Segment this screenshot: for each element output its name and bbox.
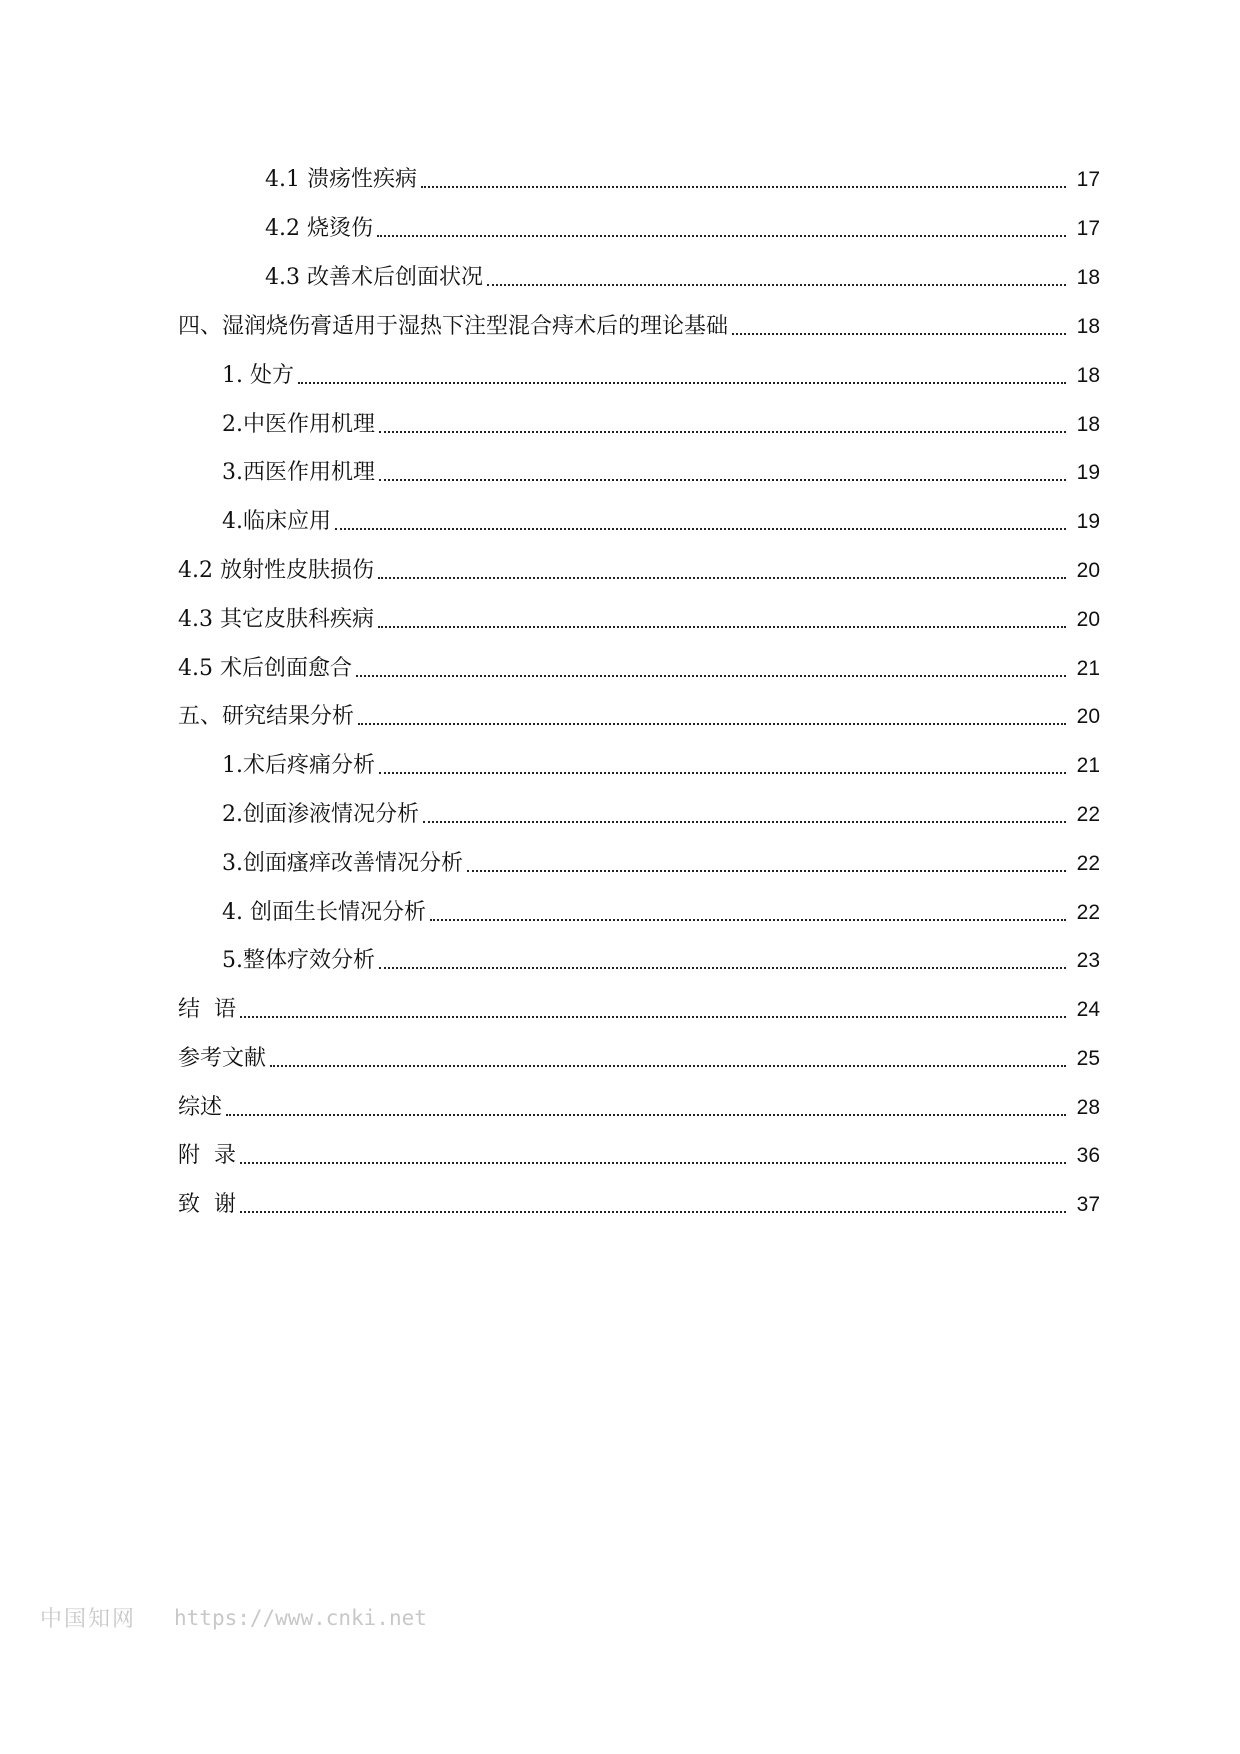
- dot-leader: [487, 283, 1066, 286]
- toc-entry-label: 4.临床应用: [222, 509, 331, 534]
- toc-entry-label: 致 谢: [178, 1192, 236, 1217]
- toc-entry-page: 22: [1076, 901, 1100, 924]
- toc-entry-label: 4.1 溃疡性疾病: [265, 167, 417, 192]
- toc-entry-label: 五、研究结果分析: [178, 704, 355, 729]
- toc-entry-page: 21: [1076, 754, 1100, 777]
- dot-leader: [379, 966, 1066, 969]
- toc-entry-page: 22: [1076, 852, 1100, 875]
- toc-entry-page: 20: [1076, 608, 1100, 631]
- toc-entry-appendix[interactable]: [178, 1136, 1100, 1170]
- toc-entry-label: 四、湿润烧伤膏适用于湿热下注型混合痔术后的理论基础: [178, 314, 729, 339]
- dot-leader: [378, 576, 1066, 579]
- cnki-brand: 中国知网: [40, 1607, 137, 1632]
- toc-entry-label: 5.整体疗效分析: [222, 948, 375, 973]
- toc-entry-label: 4.3 其它皮肤科疾病: [178, 607, 374, 632]
- toc-entry-label: 4.2 放射性皮肤损伤: [178, 558, 374, 583]
- toc-entry-page: 19: [1076, 461, 1100, 484]
- dot-leader: [423, 820, 1066, 823]
- toc-entry-page: 18: [1076, 364, 1100, 387]
- toc-entry-label: 2.创面渗液情况分析: [222, 802, 419, 827]
- dot-leader: [377, 234, 1066, 237]
- dot-leader: [358, 722, 1066, 725]
- dot-leader: [356, 674, 1066, 677]
- toc-entry-label: 参考文献: [178, 1046, 267, 1071]
- toc-entry-label: 4.5 术后创面愈合: [178, 656, 352, 681]
- toc-entry-4-2[interactable]: [265, 209, 1100, 243]
- dot-leader: [430, 918, 1066, 921]
- dot-leader: [298, 381, 1066, 384]
- toc-entry-label: 4.3 改善术后创面状况: [265, 265, 483, 290]
- dot-leader: [732, 332, 1066, 335]
- toc-entry-label: 附 录: [178, 1143, 236, 1168]
- toc-entry-label: 结 语: [178, 997, 236, 1022]
- toc-entry-page: 18: [1076, 315, 1100, 338]
- toc-entry-label: 1.术后疼痛分析: [222, 753, 375, 778]
- toc-entry-review[interactable]: [178, 1088, 1100, 1122]
- toc-entry-wound-healing[interactable]: [178, 649, 1100, 683]
- toc-entry-page: 37: [1076, 1193, 1100, 1216]
- toc-entry-page: 20: [1076, 559, 1100, 582]
- dot-leader: [378, 625, 1066, 628]
- toc-entry-western-mechanism[interactable]: [222, 453, 1100, 487]
- watermark-footer: [40, 1602, 427, 1633]
- toc-entry-label: 1. 处方: [222, 363, 294, 388]
- toc-entry-page: 28: [1076, 1096, 1100, 1119]
- dot-leader: [379, 771, 1066, 774]
- toc-entry-page: 21: [1076, 657, 1100, 680]
- toc-entry-acknowledgements[interactable]: [178, 1185, 1100, 1219]
- dot-leader: [335, 527, 1066, 530]
- toc-entry-page: 18: [1076, 413, 1100, 436]
- dot-leader: [379, 478, 1066, 481]
- dot-leader: [421, 185, 1066, 188]
- toc-entry-radiation-skin[interactable]: [178, 551, 1100, 585]
- toc-entry-4-1[interactable]: [265, 160, 1100, 194]
- toc-entry-label: 综述: [178, 1095, 223, 1120]
- toc-entry-chapter-5[interactable]: [178, 697, 1100, 731]
- dot-leader: [240, 1015, 1066, 1018]
- toc-entry-page: 18: [1076, 266, 1100, 289]
- toc-entry-label: 3.西医作用机理: [222, 460, 375, 485]
- toc-entry-label: 3.创面瘙痒改善情况分析: [222, 851, 463, 876]
- toc-entry-page: 36: [1076, 1144, 1100, 1167]
- toc-entry-page: 17: [1076, 168, 1100, 191]
- toc-entry-chapter-4[interactable]: [178, 307, 1100, 341]
- toc-entry-tcm-mechanism[interactable]: [222, 405, 1100, 439]
- dot-leader: [379, 430, 1066, 433]
- toc-entry-exudate-analysis[interactable]: [222, 795, 1100, 829]
- toc-entry-page: 24: [1076, 998, 1100, 1021]
- toc-entry-conclusion[interactable]: [178, 990, 1100, 1024]
- toc-entry-overall-efficacy[interactable]: [222, 941, 1100, 975]
- toc-entry-clinical-application[interactable]: [222, 502, 1100, 536]
- toc-entry-references[interactable]: [178, 1039, 1100, 1073]
- toc-entry-page: 23: [1076, 949, 1100, 972]
- toc-entry-label: 4. 创面生长情况分析: [222, 900, 426, 925]
- toc-entry-prescription[interactable]: [222, 356, 1100, 390]
- toc-entry-page: 20: [1076, 705, 1100, 728]
- toc-entry-label: 4.2 烧烫伤: [265, 216, 373, 241]
- dot-leader: [226, 1113, 1066, 1116]
- dot-leader: [240, 1210, 1066, 1213]
- toc-entry-4-3[interactable]: [265, 258, 1100, 292]
- toc-entry-page: 22: [1076, 803, 1100, 826]
- toc-entry-label: 2.中医作用机理: [222, 412, 375, 437]
- dot-leader: [240, 1161, 1066, 1164]
- dot-leader: [467, 869, 1066, 872]
- toc-entry-page: 17: [1076, 217, 1100, 240]
- toc-entry-page: 19: [1076, 510, 1100, 533]
- toc-entry-other-skin[interactable]: [178, 600, 1100, 634]
- toc-entry-itch-analysis[interactable]: [222, 844, 1100, 878]
- toc-entry-pain-analysis[interactable]: [222, 746, 1100, 780]
- dot-leader: [270, 1064, 1066, 1067]
- toc-entry-page: 25: [1076, 1047, 1100, 1070]
- toc-entry-growth-analysis[interactable]: [222, 893, 1100, 927]
- cnki-url[interactable]: https://www.cnki.net: [174, 1605, 427, 1630]
